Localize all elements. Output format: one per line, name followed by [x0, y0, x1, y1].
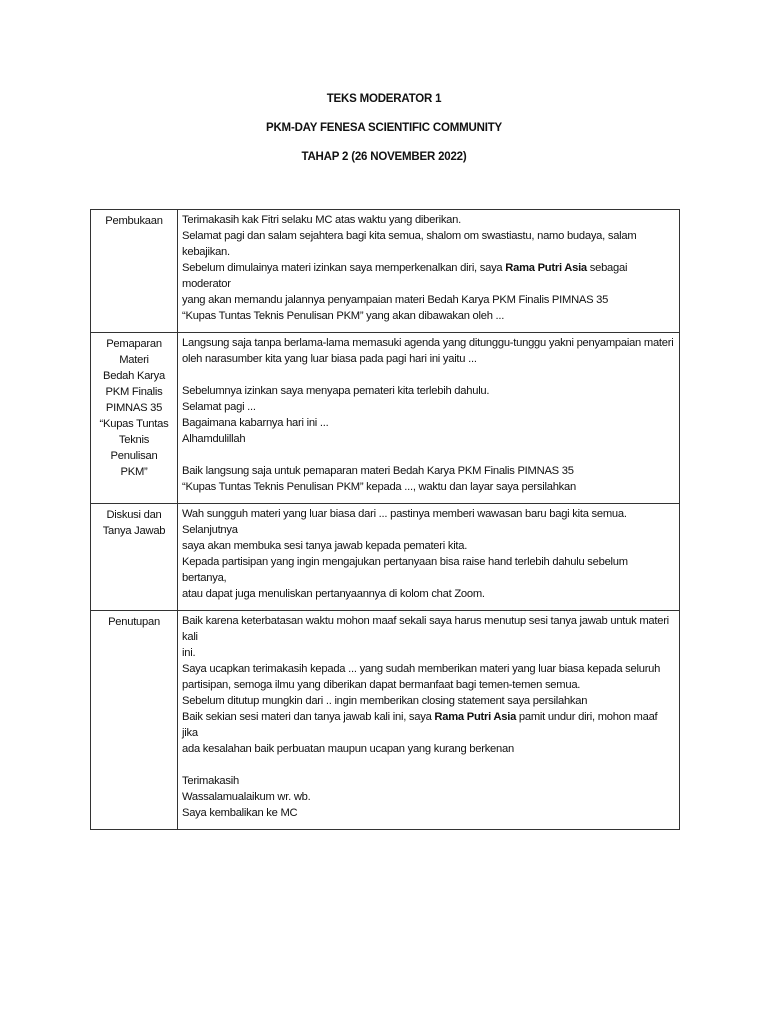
- section-label-penutupan: [91, 611, 178, 830]
- section-label-text: Pemaparan: [106, 338, 162, 350]
- blank-line: [182, 757, 675, 773]
- text-line: partisipan, semoga ilmu yang diberikan dapat bermanfaat bagi temen-temen semua.: [182, 679, 581, 691]
- text-line: atau dapat juga menuliskan pertanyaannya di kolom chat Zoom.: [182, 588, 485, 600]
- event-name: PKM-DAY FENESA SCIENTIFIC COMMUNITY: [265, 122, 502, 134]
- text-line: yang akan memandu jalannya penyampaian materi Bedah Karya PKM Finalis PIMNAS 35: [182, 294, 609, 306]
- section-label-text: Materi: [119, 354, 149, 366]
- section-label-text: Bedah Karya: [103, 370, 165, 382]
- text-segment: Baik sekian sesi materi dan tanya jawab kali ini, saya: [182, 711, 435, 723]
- text-line: “Kupas Tuntas Teknis Penulisan PKM” yang akan dibawakan oleh ...: [182, 310, 505, 322]
- text-line: oleh narasumber kita yang luar biasa pada pagi hari ini yaitu ...: [182, 353, 477, 365]
- text-line: Langsung saja tanpa berlama-lama memasuki agenda yang ditunggu-tunggu yakni penyampaian materi: [182, 337, 674, 349]
- section-label-text: Diskusi dan: [106, 509, 162, 521]
- text-segment: pamit undur diri, mohon maaf jika: [182, 711, 658, 739]
- blank-line: [182, 367, 675, 383]
- text-line: Saya kembalikan ke MC: [182, 807, 298, 819]
- section-label-text: Penulisan: [110, 450, 158, 462]
- table-row-pembukaan: [91, 210, 680, 333]
- text-line: saya akan membuka sesi tanya jawab kepada pemateri kita.: [182, 540, 468, 552]
- text-line: Alhamdulillah: [182, 433, 246, 445]
- text-segment: sebagai moderator: [182, 262, 628, 290]
- section-label-pembukaan: [91, 210, 178, 333]
- text-line: Selamat pagi dan salam sejahtera bagi kita semua, shalom om swastiastu, namo budaya, salam kebajikan.: [182, 230, 637, 258]
- text-line: Baik karena keterbatasan waktu mohon maaf sekali saya harus menutup sesi tanya jawab untuk materi kali: [182, 615, 669, 643]
- text-line: Kepada partisipan yang ingin mengajukan pertanyaan bisa raise hand terlebih dahulu sebelum bertanya,: [182, 556, 628, 584]
- moderator-script-table: [90, 209, 680, 830]
- text-line: Sebelumnya izinkan saya menyapa pemateri kita terlebih dahulu.: [182, 385, 490, 397]
- moderator-name: Rama Putri Asia: [505, 262, 587, 274]
- table-row-diskusi: [91, 504, 680, 611]
- section-label-text: PIMNAS 35: [105, 402, 163, 414]
- text-line: “Kupas Tuntas Teknis Penulisan PKM” kepada ..., waktu dan layar saya persilahkan: [182, 481, 576, 493]
- table-row-pemaparan: [91, 333, 680, 504]
- text-segment: Sebelum dimulainya materi izinkan saya memperkenalkan diri, saya: [182, 262, 506, 274]
- section-content-penutupan: [178, 611, 680, 830]
- text-line: Baik langsung saja untuk pemaparan materi Bedah Karya PKM Finalis PIMNAS 35: [182, 465, 574, 477]
- section-label-text: Teknis: [118, 434, 150, 446]
- section-label-text: PKM”: [120, 466, 148, 478]
- text-line: [182, 709, 675, 741]
- text-line: Terimakasih: [182, 775, 239, 787]
- event-date: TAHAP 2 (26 NOVEMBER 2022): [301, 151, 467, 163]
- text-line: Saya ucapkan terimakasih kepada ... yang sudah memberikan materi yang luar biasa kepada seluruh: [182, 663, 661, 675]
- text-line: Terimakasih kak Fitri selaku MC atas waktu yang diberikan.: [182, 214, 461, 226]
- document-header: [0, 92, 768, 179]
- text-line: [182, 260, 675, 292]
- section-content-diskusi: [178, 504, 680, 611]
- text-line: Wassalamualaikum wr. wb.: [182, 791, 311, 803]
- text-line: ada kesalahan baik perbuatan maupun ucapan yang kurang berkenan: [182, 743, 514, 755]
- table-row-penutupan: [91, 611, 680, 830]
- text-line: ini.: [182, 647, 196, 659]
- section-content-pembukaan: [178, 210, 680, 333]
- moderator-name: Rama Putri Asia: [434, 711, 517, 723]
- section-content-pemaparan: [178, 333, 680, 504]
- section-label-text: Tanya Jawab: [102, 525, 166, 537]
- section-label-text: Penutupan: [108, 616, 160, 628]
- blank-line: [182, 447, 675, 463]
- section-label-diskusi: [91, 504, 178, 611]
- section-label-pemaparan: [91, 333, 178, 504]
- text-line: Bagaimana kabarnya hari ini ...: [182, 417, 329, 429]
- section-label-text: PKM Finalis: [105, 386, 163, 398]
- text-line: Wah sungguh materi yang luar biasa dari ... pastinya memberi wawasan baru bagi kita semua. Selanjutnya: [182, 508, 627, 536]
- text-line: Selamat pagi ...: [182, 401, 256, 413]
- document-title: TEKS MODERATOR 1: [326, 93, 442, 105]
- text-line: Sebelum ditutup mungkin dari .. ingin memberikan closing statement saya persilahkan: [182, 695, 588, 707]
- section-label-text: Pembukaan: [105, 215, 163, 227]
- section-label-text: “Kupas Tuntas: [99, 418, 169, 430]
